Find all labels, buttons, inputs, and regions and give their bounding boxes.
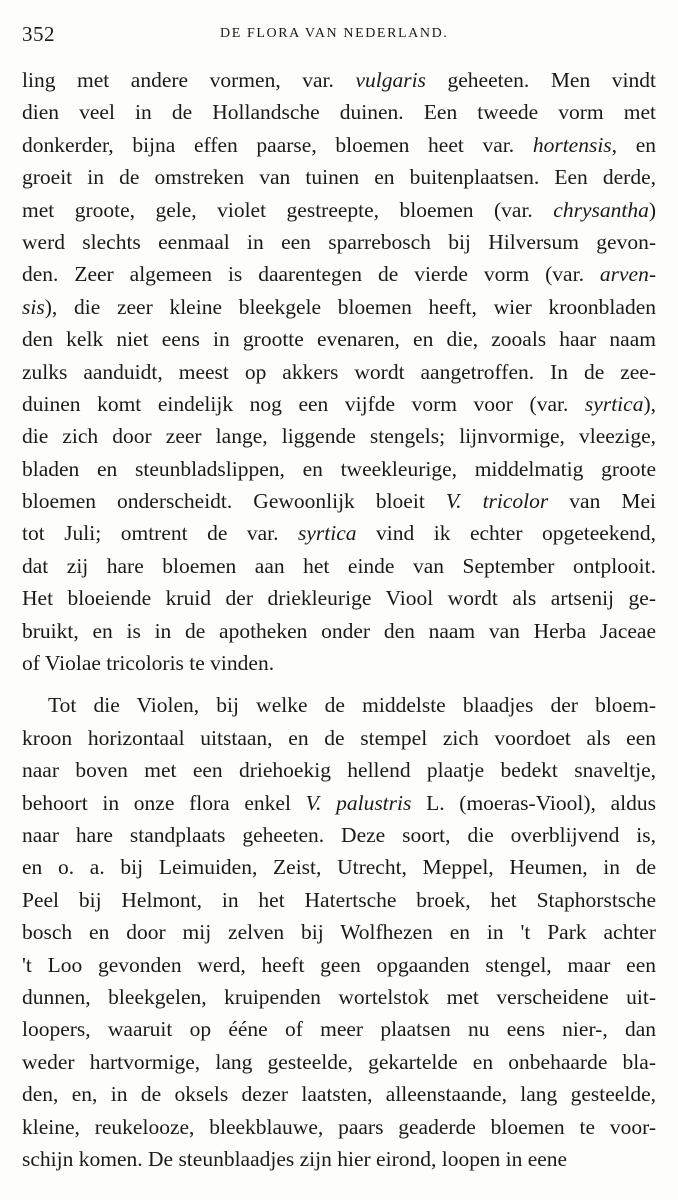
text-line [22, 129, 656, 161]
text-segment: groeit in de omstreken van tuinen en buitenplaatsen. Een derde, [22, 165, 656, 190]
text-segment: kroon horizontaal uitstaan, en de stempel zich voordoet als een [22, 725, 656, 750]
text-line [22, 949, 656, 981]
text-segment: behoort in onze flora enkel [22, 790, 306, 815]
text-segment: den kelk niet eens in grootte evenaren, en die, zooals haar naam [22, 327, 656, 352]
text-segment: Peel bij Helmont, in het Hatertsche broek, het Staphorstsche [22, 887, 656, 912]
text-segment: werd slechts eenmaal in een sparrebosch bij Hilversum gevon- [22, 229, 656, 254]
italic-term: V. tricolor [445, 489, 549, 514]
italic-term: hortensis [532, 132, 612, 157]
text-line [22, 582, 656, 614]
text-segment: ), [643, 391, 656, 416]
text-line [22, 754, 656, 786]
text-segment: Tot die Violen, bij welke de middelste blaadjes der bloem- [48, 693, 656, 718]
text-segment: van Mei [548, 489, 656, 514]
text-segment: ling met andere vormen, var. [22, 68, 356, 92]
text-segment: bosch en door mij zelven bij Wolfhezen en in 't Park achter [22, 920, 656, 945]
text-segment: donkerder, bijna effen paarse, bloemen heet var. [22, 132, 533, 157]
text-line [22, 722, 656, 754]
running-title: DE FLORA VAN NEDERLAND. [220, 26, 449, 41]
text-line [22, 916, 656, 948]
italic-term: arven- [599, 262, 656, 287]
text-line [22, 851, 656, 883]
text-segment: en o. a. bij Leimuiden, Zeist, Utrecht, Meppel, Heumen, in de [22, 855, 656, 880]
text-segment: den, en, in de oksels dezer laatsten, alleenstaande, lang gesteelde, [22, 1082, 656, 1107]
text-line [22, 517, 656, 549]
text-segment: dat zij hare bloemen aan het einde van September ontplooit. [22, 553, 656, 578]
text-segment: dunnen, bleekgelen, kruipenden wortelstok met verscheidene uit- [22, 984, 656, 1009]
text-line [22, 258, 656, 290]
text-segment: dien veel in de Hollandsche duinen. Een tweede vorm met [22, 100, 656, 125]
text-segment: duinen komt eindelijk nog een vijfde vorm voor (var. [22, 391, 585, 416]
text-line [22, 819, 656, 851]
text-line [22, 981, 656, 1013]
text-segment: weder hartvormige, lang gesteelde, gekartelde en onbehaarde bla- [22, 1049, 656, 1074]
text-segment: ) [648, 197, 656, 222]
text-line [22, 689, 656, 721]
page-header [22, 22, 656, 46]
text-line [22, 453, 656, 485]
text-line [22, 194, 656, 226]
text-segment: zulks aanduidt, meest op akkers wordt aangetroffen. In de zee- [22, 359, 656, 384]
text-segment: die zich door zeer lange, liggende stengels; lijnvormige, vleezige, [22, 424, 656, 449]
text-line [22, 64, 656, 96]
text-segment: naar boven met een driehoekig hellend plaatje bedekt snaveltje, [22, 758, 656, 783]
text-line [22, 615, 656, 647]
text-segment: met groote, gele, violet gestreepte, bloemen (var. [22, 197, 554, 222]
text-segment: loopers, waaruit op ééne of meer plaatsen nu eens nier-, dan [22, 1017, 656, 1042]
text-segment: ), die zeer kleine bleekgele bloemen heeft, wier kroonbladen [44, 294, 656, 319]
paragraph-gap [22, 679, 656, 689]
text-line [22, 356, 656, 388]
text-line [22, 485, 656, 517]
body-text [22, 64, 656, 1175]
text-line [22, 1111, 656, 1143]
italic-term: V. palustris [305, 790, 412, 815]
text-segment: tot Juli; omtrent de var. [22, 521, 299, 546]
italic-term: syrtica [298, 521, 357, 546]
text-segment: bruikt, en is in de apotheken onder den naam van Herba Jaceae [22, 618, 656, 643]
text-segment: vind ik echter opgeteekend, [356, 521, 656, 546]
text-line [22, 226, 656, 258]
italic-term: sis [22, 294, 45, 319]
text-line [22, 161, 656, 193]
text-segment: bladen en steunbladslippen, en tweekleurige, middelmatig groote [22, 456, 656, 481]
text-segment: kleine, reukelooze, bleekblauwe, paars geaderde bloemen te voor- [22, 1114, 656, 1139]
text-line [22, 1013, 656, 1045]
text-segment: bloemen onderscheidt. Gewoonlijk bloeit [22, 489, 446, 514]
page-number: 352 [22, 22, 55, 46]
text-line [22, 550, 656, 582]
text-line [22, 1143, 656, 1175]
text-line [22, 96, 656, 128]
text-segment: geheeten. Men vindt [425, 68, 656, 92]
text-line [22, 647, 656, 679]
text-segment: den. Zeer algemeen is daarentegen de vierde vorm (var. [22, 262, 600, 287]
text-line [22, 291, 656, 323]
text-segment: of Violae tricoloris te vinden. [22, 651, 275, 676]
text-line [22, 388, 656, 420]
text-line [22, 323, 656, 355]
text-segment: Het bloeiende kruid der driekleurige Viool wordt als artsenij ge- [22, 586, 656, 611]
text-segment: schijn komen. De steunblaadjes zijn hier eirond, loopen in eene [22, 1146, 568, 1171]
text-line [22, 787, 656, 819]
text-segment: naar hare standplaats geheeten. Deze soort, die overblijvend is, [22, 822, 656, 847]
italic-term: vulgaris [355, 68, 426, 92]
text-line [22, 1078, 656, 1110]
text-line [22, 420, 656, 452]
text-segment: 't Loo gevonden werd, heeft geen opgaanden stengel, maar een [22, 952, 656, 977]
italic-term: chrysantha [553, 197, 649, 222]
italic-term: syrtica [584, 391, 644, 416]
text-segment: , en [611, 132, 656, 157]
text-line [22, 884, 656, 916]
text-segment: L. (moeras-Viool), aldus [411, 790, 656, 815]
text-line [22, 1046, 656, 1078]
